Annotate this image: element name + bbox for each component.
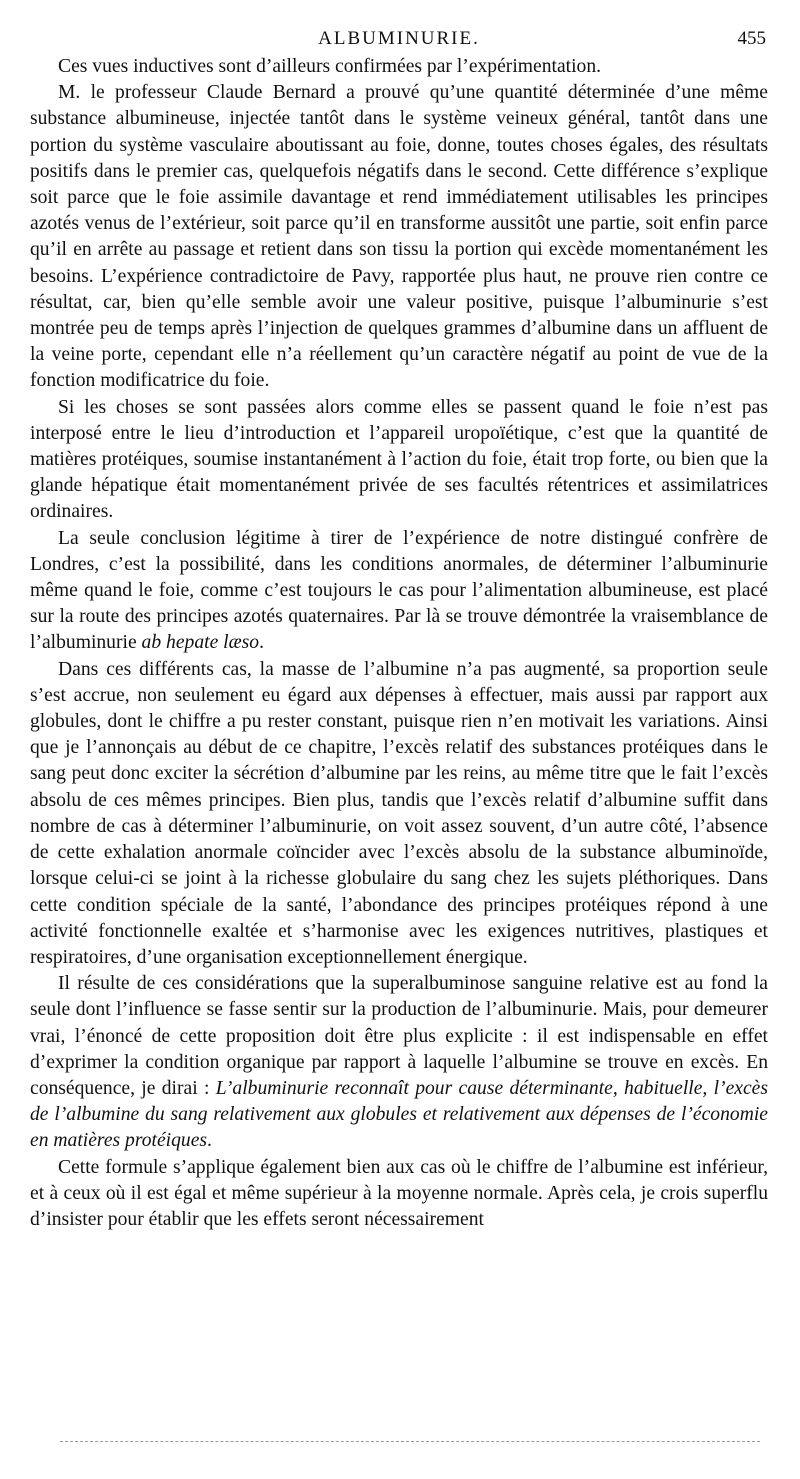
paragraph [30,657,768,971]
paragraph-text: . [207,1130,212,1152]
paragraph-text: La seule conclusion légitime à tirer de l’expérience de notre distingué confrère de Londres, c’est la possibilité, dans les conditions anormales, de déterminer l’albuminurie même quand le foie, comme c’est toujours le cas pour l’alimentation albumineuse, est placé sur la route des principes azotés quaternaires. Par là se trouve démontrée la vraisemblance de l’albuminurie [30,527,768,654]
italic-text: L’albuminurie reconnaît pour cause déterminante, habituelle, l’excès de l’albumine du sang relativement aux globules et relativement aux dépenses de l’économie en matières protéiques [30,1077,768,1152]
paragraph-text: Si les choses se sont passées alors comme elles se passent quand le foie n’est pas interposé entre le lieu d’introduction et l’appareil uropoïétique, c’est que la quantité de matières protéiques, soumise instantanément à l’action du foie, était trop forte, ou bien que la glande hépatique était momentanément privée de ses facultés rétentrices et assimilatrices ordinaires. [30,396,768,523]
paragraph [30,526,768,657]
paragraph-text: Il résulte de ces considérations que la superalbuminose sanguine relative est au fond la seule dont l’influence se fasse sentir sur la production de l’albuminurie. Mais, pour demeurer vrai, l’énoncé de cette proposition doit être plus explicite : il est indispensable en effet d’exprimer la condition organique par rapport à laquelle l’albumine se trouve en excès. En conséquence, je dirai : [30,973,768,1099]
paragraph-text: Dans ces différents cas, la masse de l’albumine n’a pas augmenté, sa proportion seule s’est accrue, non seulement eu égard aux dépenses à effectuer, mais aussi par rapport aux globules, dont le chiffre a pu rester constant, puisque rien n’en motivait les variations. Ainsi que je l’annonçais au début de ce chapitre, l’excès relatif des substances protéiques dans le sang peut donc exciter la sécrétion d’albumine par les reins, au même titre que le fait l’excès absolu de ces mêmes principes. Bien plus, tandis que l’excès relatif d’albumine suffit dans nombre de cas à déterminer l’albuminurie, on voit assez souvent, d’un autre côté, l’absence de cette exhalation anormale coïncider avec l’excès absolu de la substance albuminoïde, lorsque celui-ci se joint à la richesse globulaire du sang chez les sujets pléthoriques. Dans cette condition spéciale de la santé, l’abondance des principes protéiques répond à une activité fonctionnelle exaltée et s’harmonise avec les exigences nutritives, plastiques et respiratoires, d’une organisation exceptionnellement énergique. [30,658,768,968]
paragraph [30,971,768,1154]
paragraph-text: M. le professeur Claude Bernard a prouvé qu’une quantité déterminée d’une même substance albumineuse, injectée tantôt dans le système veineux général, tantôt dans une portion du système vasculaire aboutissant au foie, donne, toutes choses égales, des résultats positifs dans le premier cas, quelquefois négatifs dans le second. Cette différence s’explique soit parce que le foie assimile davantage et rend immédiatement utilisables les principes azotés venus de l’extérieur, soit parce qu’il en transforme aussitôt une partie, soit enfin parce qu’il en arrête au passage et retient dans son tissu la portion qui excède momentanément les besoins. L’expérience contradictoire de Pavy, rapportée plus haut, ne prouve rien contre ce résultat, car, bien qu’elle semble avoir une valeur positive, puisque l’albuminurie s’est montrée peu de temps après l’injection de quelques grammes d’albumine dans un affluent de la veine porte, cependant elle n’a réellement qu’un caractère négatif au point de vue de la fonction modificatrice du foie. [30,82,768,392]
paragraph [30,1155,768,1234]
running-title: ALBUMINURIE. [318,28,480,49]
paragraph-text: . [259,632,265,654]
paragraph-text: Cette formule s’applique également bien aux cas où le chiffre de l’albumine est inférieur, et à ceux où il est égal et même supérieur à la moyenne normale. Après cela, je crois superflu d’insister pour établir que les effets seront nécessairement [30,1156,768,1230]
italic-text: ab hepate læso [141,632,260,654]
page-number: 455 [737,28,766,49]
body-text [30,54,768,1233]
paragraph [30,54,768,80]
book-page [30,24,768,1233]
running-head [30,24,768,54]
paragraph [30,80,768,394]
paragraph-text: Ces vues inductives sont d’ailleurs confirmées par l’expérimentation. [58,56,602,77]
bottom-rule [60,1441,760,1442]
paragraph [30,395,768,526]
